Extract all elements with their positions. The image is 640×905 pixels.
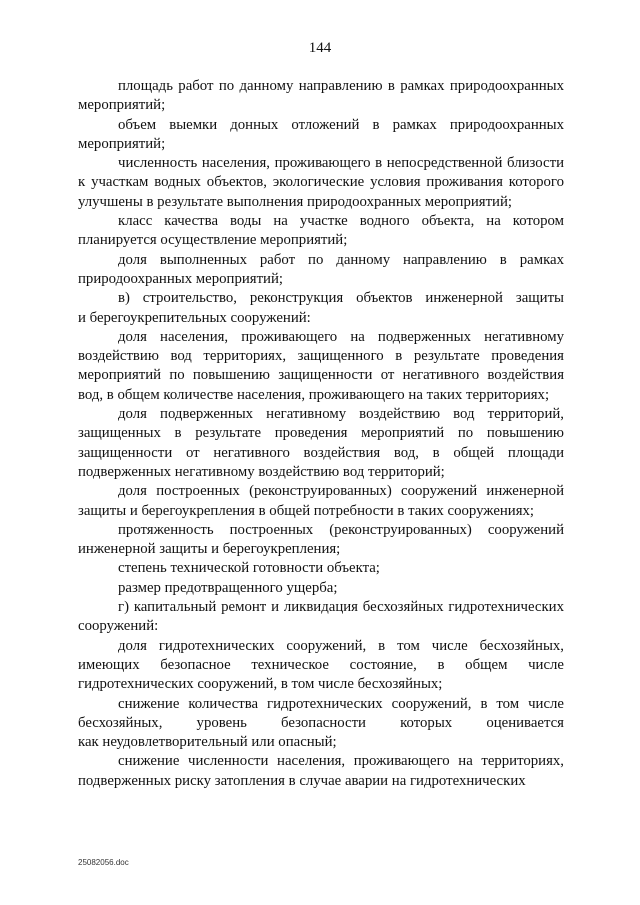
text-line: площадь работ по данному направлению в рамках природоохранных: [118, 78, 564, 94]
file-name-footer: 25082056.doc: [78, 858, 129, 867]
text-line: защищенных в результате проведения мероприятий по повышению: [78, 425, 564, 442]
text-line: численность населения, проживающего в непосредственной близости: [118, 155, 564, 172]
paragraph: [78, 289, 564, 328]
text-line: инженерной защиты и берегоукрепления;: [78, 541, 341, 558]
text-line: подверженных риску затопления в случае аварии на гидротехнических: [78, 772, 526, 789]
paragraph: [78, 598, 564, 637]
paragraph: [78, 559, 564, 578]
text-line: доля выполненных работ по данному направлению в рамках: [118, 251, 564, 268]
text-line: снижение количества гидротехнических сооружений, в том числе: [118, 695, 564, 712]
text-line: как неудовлетворительный или опасный;: [78, 734, 337, 751]
text-line: степень технической готовности объекта;: [118, 560, 380, 577]
text-line: улучшены в результате выполнения природоохранных мероприятий;: [78, 193, 512, 210]
text-line: доля гидротехнических сооружений, в том числе бесхозяйных,: [118, 637, 564, 654]
text-line: подверженных негативному воздействию вод территорий;: [78, 463, 445, 480]
text-line: воздействию вод территориях, защищенного в результате проведения: [78, 348, 564, 365]
paragraph: [78, 695, 564, 753]
paragraph: [78, 637, 564, 695]
paragraph: [78, 579, 564, 598]
text-line: защиты и берегоукрепления в общей потребности в таких сооружениях;: [78, 502, 535, 519]
paragraph: [78, 77, 564, 116]
document-body: [78, 77, 564, 791]
text-line: вод, в общем количестве населения, проживающего на таких территориях;: [78, 386, 550, 403]
paragraph: [78, 116, 564, 155]
text-line: и берегоукрепительных сооружений:: [78, 309, 311, 326]
text-line: размер предотвращенного ущерба;: [118, 579, 338, 596]
text-line: сооружений:: [78, 618, 159, 635]
text-line: гидротехнических сооружений, в том числе бесхозяйных;: [78, 676, 443, 693]
text-line: мероприятий;: [78, 97, 166, 114]
text-line: г) капитальный ремонт и ликвидация бесхозяйных гидротехнических: [118, 599, 564, 616]
text-line: класс качества воды на участке водного объекта, на котором: [118, 213, 564, 230]
paragraph: [78, 212, 564, 251]
paragraph: [78, 154, 564, 212]
text-line: природоохранных мероприятий;: [78, 270, 283, 287]
paragraph: [78, 328, 564, 405]
paragraph: [78, 405, 564, 482]
page-number: 144: [308, 40, 332, 56]
paragraph: [78, 482, 564, 521]
paragraph: [78, 521, 564, 560]
text-line: доля построенных (реконструированных) сооружений инженерной: [118, 483, 564, 500]
text-line: снижение численности населения, проживающего на территориях,: [118, 753, 564, 770]
text-line: в) строительство, реконструкция объектов инженерной защиты: [118, 290, 564, 307]
text-line: объем выемки донных отложений в рамках природоохранных: [118, 116, 564, 133]
text-line: мероприятий;: [78, 135, 166, 152]
text-line: к участкам водных объектов, экологические условия проживания которого: [78, 174, 564, 191]
text-line: имеющих безопасное техническое состояние, в общем числе: [78, 656, 564, 673]
text-line: протяженность построенных (реконструированных) сооружений: [118, 521, 564, 538]
text-line: защищенности от негативного воздействия вод, в общей площади: [78, 444, 564, 461]
paragraph: [78, 251, 564, 290]
text-line: планируется осуществление мероприятий;: [78, 232, 348, 249]
text-line: мероприятий по повышению защищенности от негативного воздействия: [78, 367, 564, 384]
paragraph: [78, 752, 564, 791]
text-line: доля населения, проживающего на подверженных негативному: [118, 328, 564, 345]
text-line: бесхозяйных, уровень безопасности которых оценивается: [78, 714, 564, 731]
text-line: доля подверженных негативному воздействию вод территорий,: [118, 406, 564, 423]
